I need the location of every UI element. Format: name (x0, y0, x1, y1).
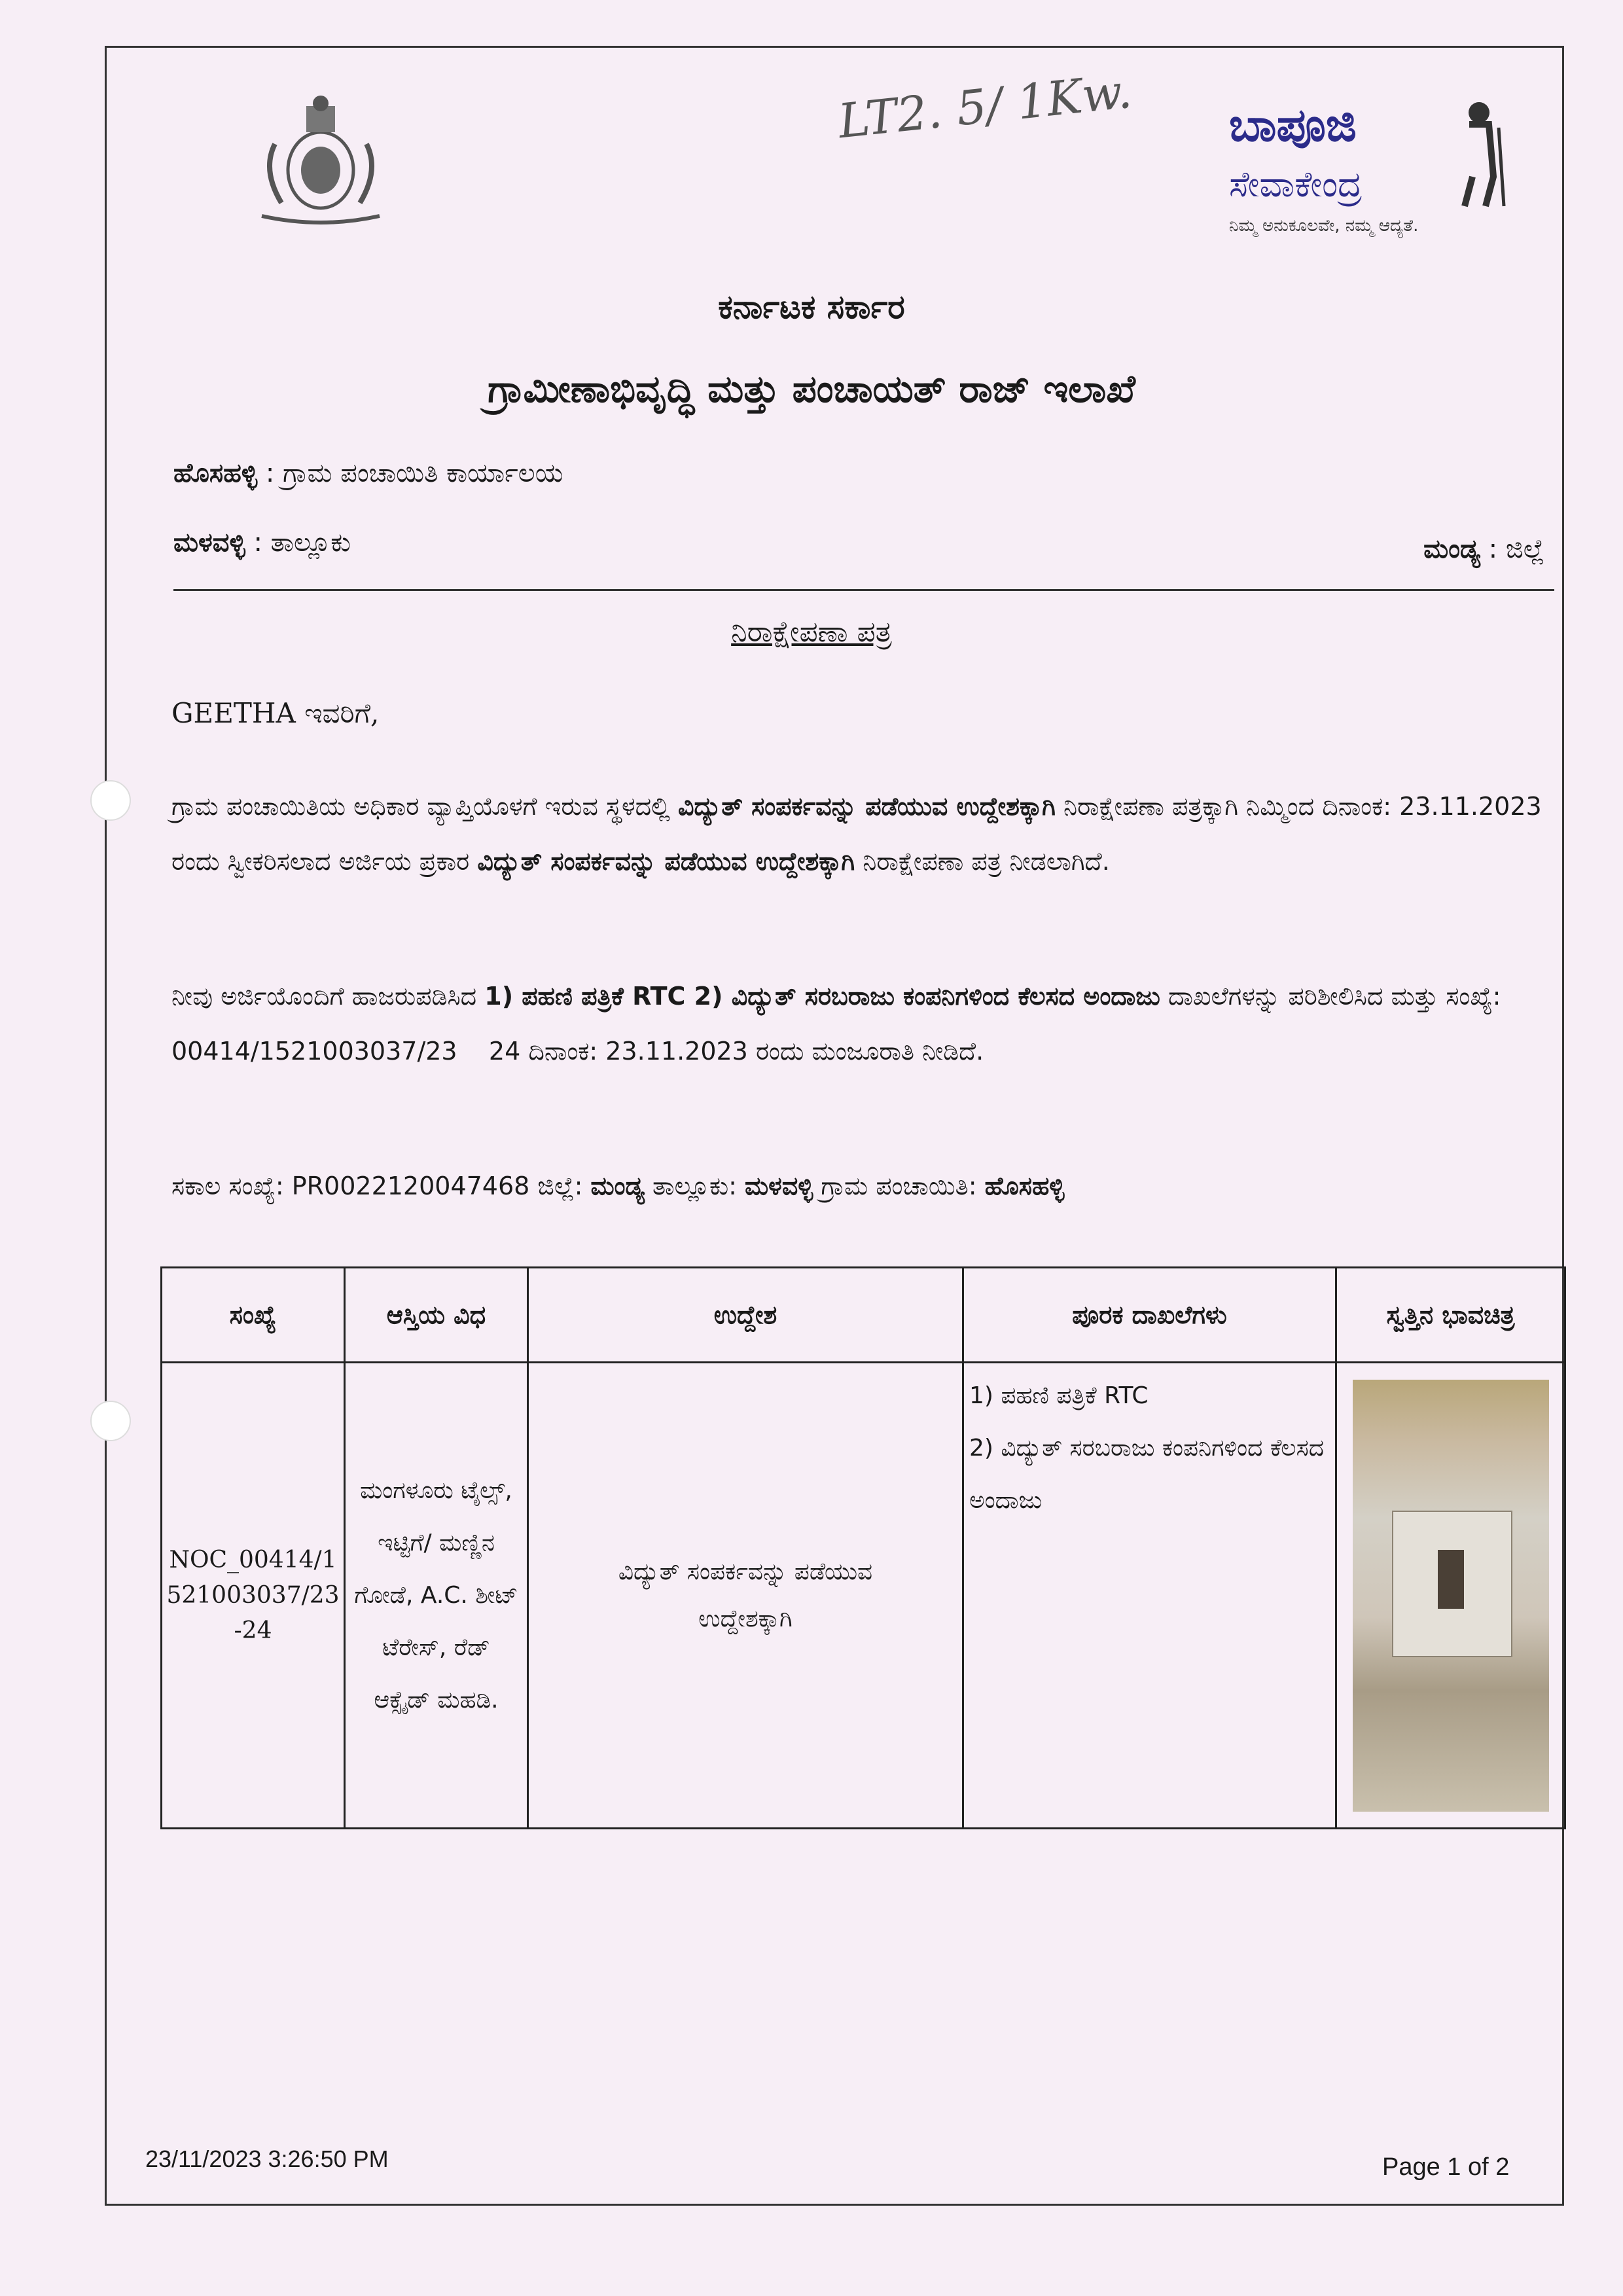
p2-date: 23.11.2023 (605, 1037, 748, 1066)
header-photo: ಸ್ವತ್ತಿನ ಭಾವಚಿತ್ರ (1336, 1268, 1565, 1363)
punch-hole-bottom (90, 1401, 131, 1441)
p1-text-1: ಗ್ರಾಮ ಪಂಚಾಯಿತಿಯ ಅಧಿಕಾರ ವ್ಯಾಪ್ತಿಯೊಳಗೆ ಇರುವ ಸ್ಥಳದಲ್ಲಿ (171, 792, 678, 821)
p2-number: 00414/1521003037/23 24 (171, 1037, 521, 1066)
office-suffix: : ಗ್ರಾಮ ಪಂಚಾಯಿತಿ ಕಾರ್ಯಾಲಯ (257, 458, 563, 488)
p1-bold-1: ವಿದ್ಯುತ್ ಸಂಪರ್ಕವನ್ನು ಪಡೆಯುವ ಉದ್ದೇಶಕ್ಕಾಗಿ (678, 792, 1056, 821)
paragraph-1 (171, 779, 1565, 889)
p1-text-4: ನಿರಾಕ್ಷೇಪಣಾ ಪತ್ರ ನೀಡಲಾಗಿದೆ. (855, 847, 1110, 876)
cell-number: NOC_00414/1521003037/23-24 (162, 1363, 345, 1829)
p2-text-4: ರಂದು ಮಂಜೂರಾತಿ ನೀಡಿದೆ. (747, 1037, 984, 1066)
taluk-suffix: : ತಾಲ್ಲೂಕು (245, 528, 351, 558)
sakala-gp: ಹೊಸಹಳ್ಳಿ (984, 1172, 1065, 1200)
p2-text-3: ದಿನಾಂಕ: (520, 1037, 606, 1066)
paragraph-2 (171, 969, 1565, 1079)
sakala-district-label: ಜಿಲ್ಲೆ: (529, 1172, 591, 1200)
document-item-2: 2) ವಿದ್ಯುತ್ ಸರಬರಾಜು ಕಂಪನಿಗಳಿಂದ ಕೆಲಸದ ಅಂದಾಜು (969, 1435, 1325, 1514)
recipient-name: GEETHA (171, 697, 296, 729)
cell-photo (1336, 1363, 1565, 1829)
p2-text-2: ದಾಖಲೆಗಳನ್ನು ಪರಿಶೀಲಿಸಿದ ಮತ್ತು ಸಂಖ್ಯೆ: (1160, 982, 1501, 1011)
property-photo (1353, 1380, 1549, 1812)
cell-purpose: ವಿದ್ಯುತ್ ಸಂಪರ್ಕವನ್ನು ಪಡೆಯುವ ಉದ್ದೇಶಕ್ಕಾಗಿ (528, 1363, 963, 1829)
noc-table (160, 1266, 1566, 1829)
government-title: ಕರ್ನಾಟಕ ಸರ್ಕಾರ (718, 288, 905, 326)
handwritten-note: LT2. 5/ 1Kw. (835, 63, 1135, 149)
salutation (171, 697, 379, 730)
header-property-type: ಆಸ್ತಿಯ ವಿಧ (345, 1268, 528, 1363)
district-line (1423, 534, 1544, 564)
table-row (162, 1363, 1565, 1829)
punch-hole-top (90, 780, 131, 821)
header-divider (173, 589, 1554, 591)
sakala-number: PR0022120047468 (291, 1172, 530, 1200)
p1-text-2: ನಿರಾಕ್ಷೇಪಣಾ ಪತ್ರಕ್ಕಾಗಿ ನಿಮ್ಮಿಂದ ದಿನಾಂಕ: (1055, 792, 1400, 821)
taluk-line (173, 528, 351, 558)
taluk-name: ಮಳವಳ್ಳಿ (173, 528, 245, 558)
p1-bold-2: ವಿದ್ಯುತ್ ಸಂಪರ್ಕವನ್ನು ಪಡೆಯುವ ಉದ್ದೇಶಕ್ಕಾಗಿ (477, 847, 855, 876)
sakala-district: ಮಂಡ್ಯ (590, 1172, 645, 1200)
office-name: ಹೊಸಹಳ್ಳಿ (173, 458, 258, 488)
document-item-1: 1) ಪಹಣಿ ಪತ್ರಿಕೆ RTC (969, 1382, 1149, 1409)
table-header-row (162, 1268, 1565, 1363)
header-number: ಸಂಖ್ಯೆ (162, 1268, 345, 1363)
cell-documents (963, 1363, 1336, 1829)
salutation-suffix: ಇವರಿಗೆ, (295, 697, 380, 729)
logo-line1: ಬಾಪೂಜಿ (1229, 98, 1357, 152)
sakala-label: ಸಕಾಲ ಸಂಖ್ಯೆ: (171, 1172, 292, 1200)
logo-line2: ಸೇವಾಕೇಂದ್ರ (1229, 164, 1363, 205)
sakala-gp-label: ಗ್ರಾಮ ಪಂಚಾಯಿತಿ: (813, 1172, 985, 1200)
department-title: ಗ್ರಾಮೀಣಾಭಿವೃದ್ಧಿ ಮತ್ತು ಪಂಚಾಯತ್ ರಾಜ್ ಇಲಾಖೆ (488, 367, 1135, 411)
p1-date: 23.11.2023 (1399, 792, 1542, 821)
gandhi-figure-icon (1440, 98, 1518, 209)
sakala-taluk: ಮಳವಳ್ಳಿ (745, 1172, 813, 1200)
sakala-taluk-label: ತಾಲ್ಲೂಕು: (644, 1172, 745, 1200)
cell-property-type: ಮಂಗಳೂರು ಟೈಲ್ಸ್, ಇಟ್ಟಿಗೆ/ ಮಣ್ಣಿನ ಗೋಡೆ, A.C. ಶೀಟ್ ಟೆರೇಸ್, ರೆಡ್ ಆಕ್ಸೈಡ್ ಮಹಡಿ. (345, 1363, 528, 1829)
bapuji-seva-kendra-logo (1224, 98, 1531, 249)
document-title: ನಿರಾಕ್ಷೇಪಣಾ ಪತ್ರ (731, 615, 892, 649)
karnataka-emblem-icon (236, 92, 406, 229)
logo-tagline: ನಿಮ್ಮ ಅನುಕೂಲವೇ, ನಮ್ಮ ಆದ್ಯತೆ. (1229, 216, 1419, 236)
header-purpose: ಉದ್ದೇಶ (528, 1268, 963, 1363)
sakala-line (171, 1172, 1064, 1201)
p2-text-1: ನೀವು ಅರ್ಜಿಯೊಂದಿಗೆ ಹಾಜರುಪಡಿಸಿದ (171, 982, 485, 1011)
p1-text-3: ರಂದು ಸ್ವೀಕರಿಸಲಾದ ಅರ್ಜಿಯ ಪ್ರಕಾರ (171, 847, 478, 876)
print-timestamp: 23/11/2023 3:26:50 PM (145, 2145, 389, 2172)
page-number: Page 1 of 2 (1382, 2153, 1510, 2181)
header-documents: ಪೂರಕ ದಾಖಲೆಗಳು (963, 1268, 1336, 1363)
p2-bold-1: 1) ಪಹಣಿ ಪತ್ರಿಕೆ RTC 2) ವಿದ್ಯುತ್ ಸರಬರಾಜು ಕಂಪನಿಗಳಿಂದ ಕೆಲಸದ ಅಂದಾಜು (484, 982, 1160, 1011)
district-name: ಮಂಡ್ಯ (1423, 534, 1480, 564)
district-suffix: : ಜಿಲ್ಲೆ (1480, 534, 1544, 564)
office-line (173, 458, 563, 488)
